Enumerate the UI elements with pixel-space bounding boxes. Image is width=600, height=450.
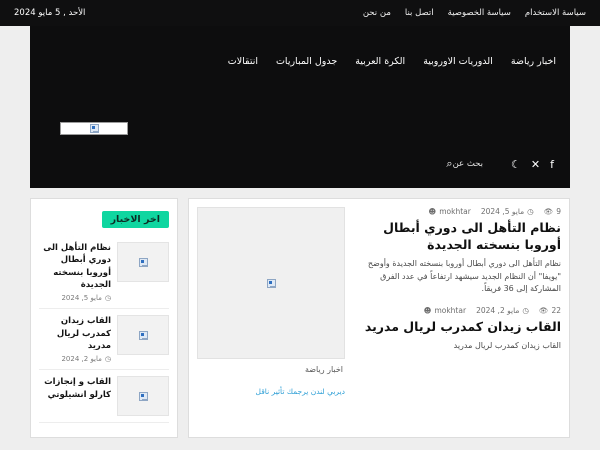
search-input[interactable]: بحث عن — [452, 159, 484, 169]
topbar-item-contact-us[interactable]: اتصل بنا — [404, 8, 434, 18]
nav-item-match-schedule[interactable]: جدول المباريات — [275, 56, 338, 67]
user-icon: ☻ — [428, 207, 437, 216]
site-header — [30, 26, 570, 188]
topbar-item-about-us[interactable]: من نحن — [362, 8, 391, 18]
views-value: 22 — [551, 306, 561, 316]
list-item[interactable] — [39, 370, 169, 423]
nav-item-transfers[interactable]: انتقالات — [227, 56, 258, 67]
list-item-date — [39, 355, 111, 363]
list-item-title[interactable]: القاب زيدان كمدرب لريال مدريد — [56, 316, 111, 351]
nav-item-arab-football[interactable]: الكرة العربية — [355, 56, 406, 67]
post-date — [481, 207, 534, 216]
clock-icon: ◷ — [104, 355, 111, 364]
list-item-thumbnail[interactable] — [117, 242, 169, 282]
broken-image-icon — [139, 258, 148, 267]
facebook-icon[interactable]: f — [550, 157, 554, 171]
featured-card — [197, 207, 345, 429]
list-item[interactable] — [39, 309, 169, 370]
list-item-thumbnail[interactable] — [117, 315, 169, 355]
nav-item-european-leagues[interactable]: الدوريات الاوروبية — [423, 56, 493, 67]
list-item-body — [39, 242, 111, 302]
broken-image-icon — [90, 124, 99, 133]
list-item[interactable] — [39, 236, 169, 309]
eye-icon: 👁 — [538, 306, 549, 316]
main-nav — [30, 26, 570, 67]
user-icon: ☻ — [423, 306, 432, 316]
post-date — [476, 306, 529, 315]
post-title[interactable]: نظام التأهل الى دوري أبطال أوروبا بنسخته الجديدة — [383, 220, 561, 252]
list-item-thumbnail[interactable] — [117, 376, 169, 416]
author-value: mokhtar — [434, 306, 467, 316]
featured-category[interactable]: اخبار رياضة — [304, 365, 343, 374]
post-author[interactable] — [424, 306, 466, 315]
x-twitter-icon[interactable]: ✕ — [530, 157, 541, 171]
eye-icon: 👁 — [543, 207, 554, 216]
nav-item-sports-news[interactable]: اخبار رياضة — [510, 56, 556, 67]
latest-news-sidebar — [30, 198, 178, 438]
social-links — [511, 158, 554, 171]
site-logo[interactable] — [60, 122, 128, 135]
featured-thumbnail[interactable] — [197, 207, 345, 359]
list-item-date — [39, 294, 111, 302]
broken-image-icon — [267, 279, 276, 288]
list-item-body — [39, 315, 111, 363]
content-area — [30, 198, 570, 438]
post-list — [353, 207, 561, 429]
post-excerpt: نظام التأهل الى دوري أبطال أوروبا بنسخته الجديدة وأوضح "يويفا" أن النظام الجديد سيشهد ارتفاعاً في عدد الفرق المشاركة إلى 36 فريقاً. — [367, 258, 561, 294]
view-count — [544, 207, 561, 216]
clock-icon: ◷ — [522, 306, 529, 316]
list-item-title[interactable]: القاب و إنجازات كارلو انشيلوتي — [44, 377, 111, 400]
header-sub-row — [30, 140, 570, 188]
topbar — [0, 0, 600, 26]
post-item[interactable] — [353, 306, 561, 353]
topbar-date: الأحد , 5 مايو 2024 — [14, 8, 86, 18]
list-item-date-value: مايو 2, 2024 — [61, 355, 102, 364]
list-item-title[interactable]: نظام التأهل الى دوري أبطال أوروبا بنسخته الجديدة — [43, 243, 111, 290]
list-item-date-value: مايو 5, 2024 — [61, 294, 102, 303]
views-value: 9 — [556, 207, 561, 216]
post-meta — [353, 207, 561, 216]
broken-image-icon — [139, 392, 148, 401]
post-date-value: مايو 2, 2024 — [476, 306, 520, 316]
post-excerpt: القاب زيدان كمدرب لريال مدريد — [453, 341, 561, 351]
clock-icon: ◷ — [527, 207, 534, 216]
main-column — [188, 198, 570, 438]
promo-link[interactable]: ديربي لندن يرجمك تأثير ناقل — [255, 387, 345, 396]
post-meta — [353, 306, 561, 315]
status-badge: اخر الاخبار — [102, 211, 169, 228]
topbar-item-privacy-policy[interactable]: سياسة الخصوصية — [447, 8, 511, 18]
post-title[interactable]: القاب زيدان كمدرب لريال مدريد — [364, 319, 561, 335]
author-value: mokhtar — [439, 207, 471, 216]
post-author[interactable] — [428, 207, 470, 216]
clock-icon: ◷ — [104, 294, 111, 303]
list-item-body — [39, 376, 111, 401]
moon-icon[interactable]: ☾ — [511, 157, 521, 171]
search-icon[interactable]: ⌕ — [446, 157, 453, 170]
topbar-menu — [363, 8, 586, 18]
post-date-value: مايو 5, 2024 — [480, 207, 525, 216]
view-count — [539, 306, 561, 315]
topbar-item-usage-policy[interactable]: سياسة الاستخدام — [524, 8, 586, 18]
post-item[interactable] — [353, 207, 561, 296]
broken-image-icon — [139, 331, 148, 340]
